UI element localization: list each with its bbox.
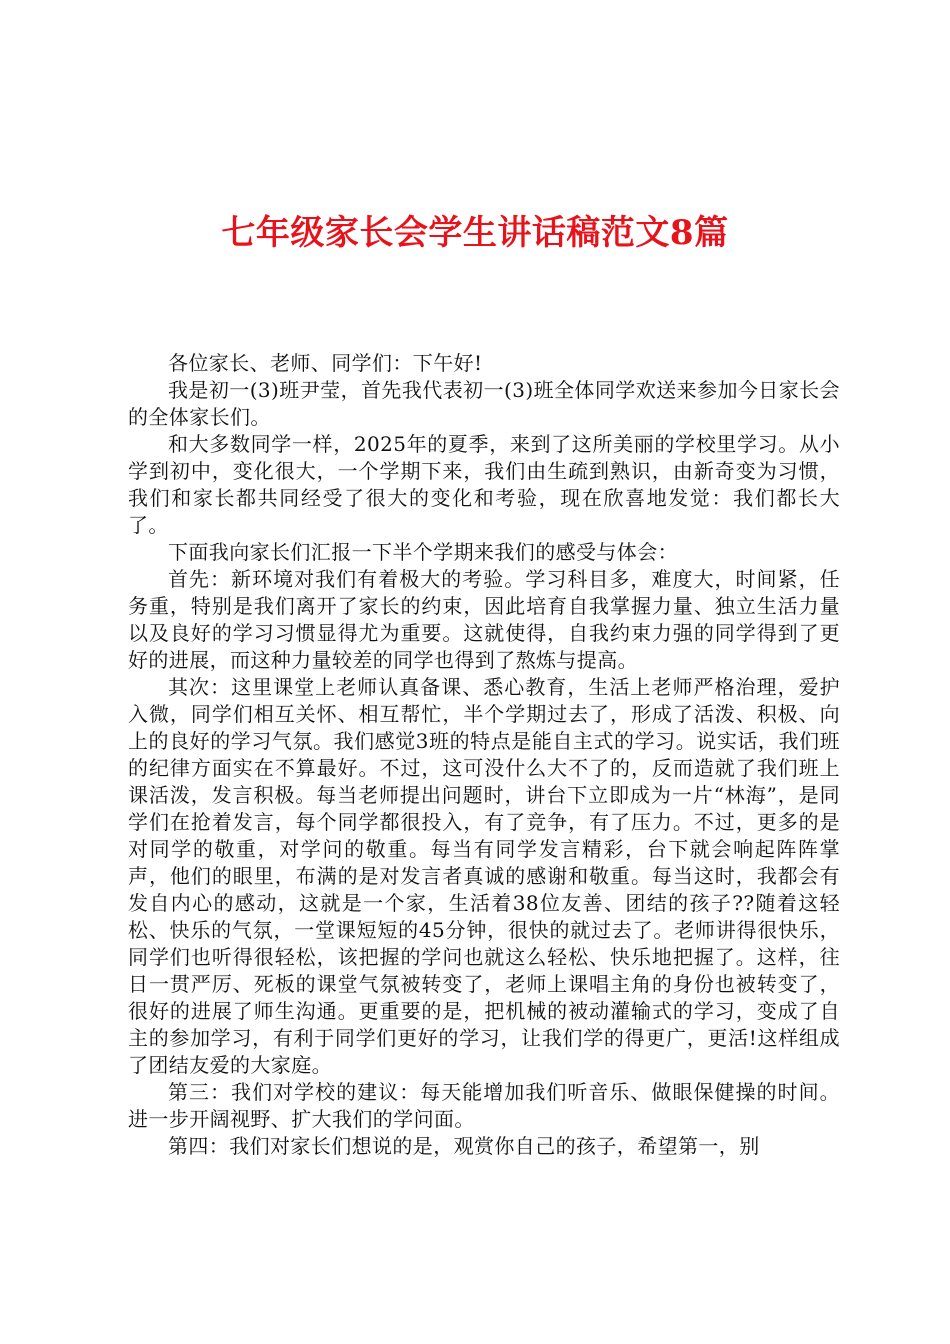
paragraph-introduction: 我是初一(3)班尹莹，首先我代表初一(3)班全体同学欢送来参加今日家长会的全体家长们。 [128,378,840,429]
document-title: 七年级家长会学生讲话稿范文8篇 [221,213,729,253]
paragraph-report-intro: 下面我向家长们汇报一下半个学期来我们的感受与体会： [168,540,678,564]
paragraph-third-point: 第三：我们对学校的建议：每天能增加我们听音乐、做眼保健操的时间。进一步开阔视野、扩大我们的学问面。 [128,1080,840,1131]
paragraph-fourth-point: 第四：我们对家长们想说的是，观赏你自己的孩子，希望第一，别 [168,1134,760,1158]
paragraph-second-point: 其次：这里课堂上老师认真备课、悉心教育，生活上老师严格治理，爱护入微，同学们相互关怀、相互帮忙，半个学期过去了，形成了活泼、积极、向上的良好的学习气氛。我们感觉3班的特点是能自主式的学习。说实话，我们班的纪律方面实在不算最好。不过，这可没什么大不了的，反而造就了我们班上课活泼，发言积极。每当老师提出问题时，讲台下立即成为一片“林海”，是同学们在抢着发言，每个同学都很投入，有了竞争，有了压力。不过，更多的是对同学的敬重，对学问的敬重。每当有同学发言精彩，台下就会响起阵阵掌声，他们的眼里，布满的是对发言者真诚的感谢和敬重。每当这时，我都会有发自内心的感动，这就是一个家，生活着38位友善、团结的孩子??随着这轻松、快乐的气氛，一堂课短短的45分钟，很快的就过去了。老师讲得很快乐，同学们也听得很轻松，该把握的学问也就这么轻松、快乐地把握了。这样，往日一贯严厉、死板的课堂气氛被转变了，老师上课唱主角的身份也被转变了，很好的进展了师生沟通。更重要的是，把机械的被动灌输式的学习，变成了自主的参加学习，有利于同学们更好的学习，让我们学的得更广，更活!这样组成了团结友爱的大家庭。 [128,675,840,1077]
paragraph-growth: 和大多数同学一样，2025年的夏季，来到了这所美丽的学校里学习。从小学到初中，变化很大，一个学期下来，我们由生疏到熟识，由新奇变为习惯，我们和家长都共同经受了很大的变化和考验，现在欣喜地发觉：我们都长大了。 [128,432,840,537]
document-body [128,350,840,1160]
paragraph-first-point: 首先：新环境对我们有着极大的考验。学习科目多，难度大，时间紧，任务重，特别是我们离开了家长的约束，因此培育自我掌握力量、独立生活力量以及良好的学习习惯显得尤为重要。这就使得，自我约束力强的同学得到了更好的进展，而这种力量较差的同学也得到了熬炼与提高。 [128,567,840,672]
paragraph-greeting: 各位家长、老师、同学们：下午好! [168,351,483,375]
